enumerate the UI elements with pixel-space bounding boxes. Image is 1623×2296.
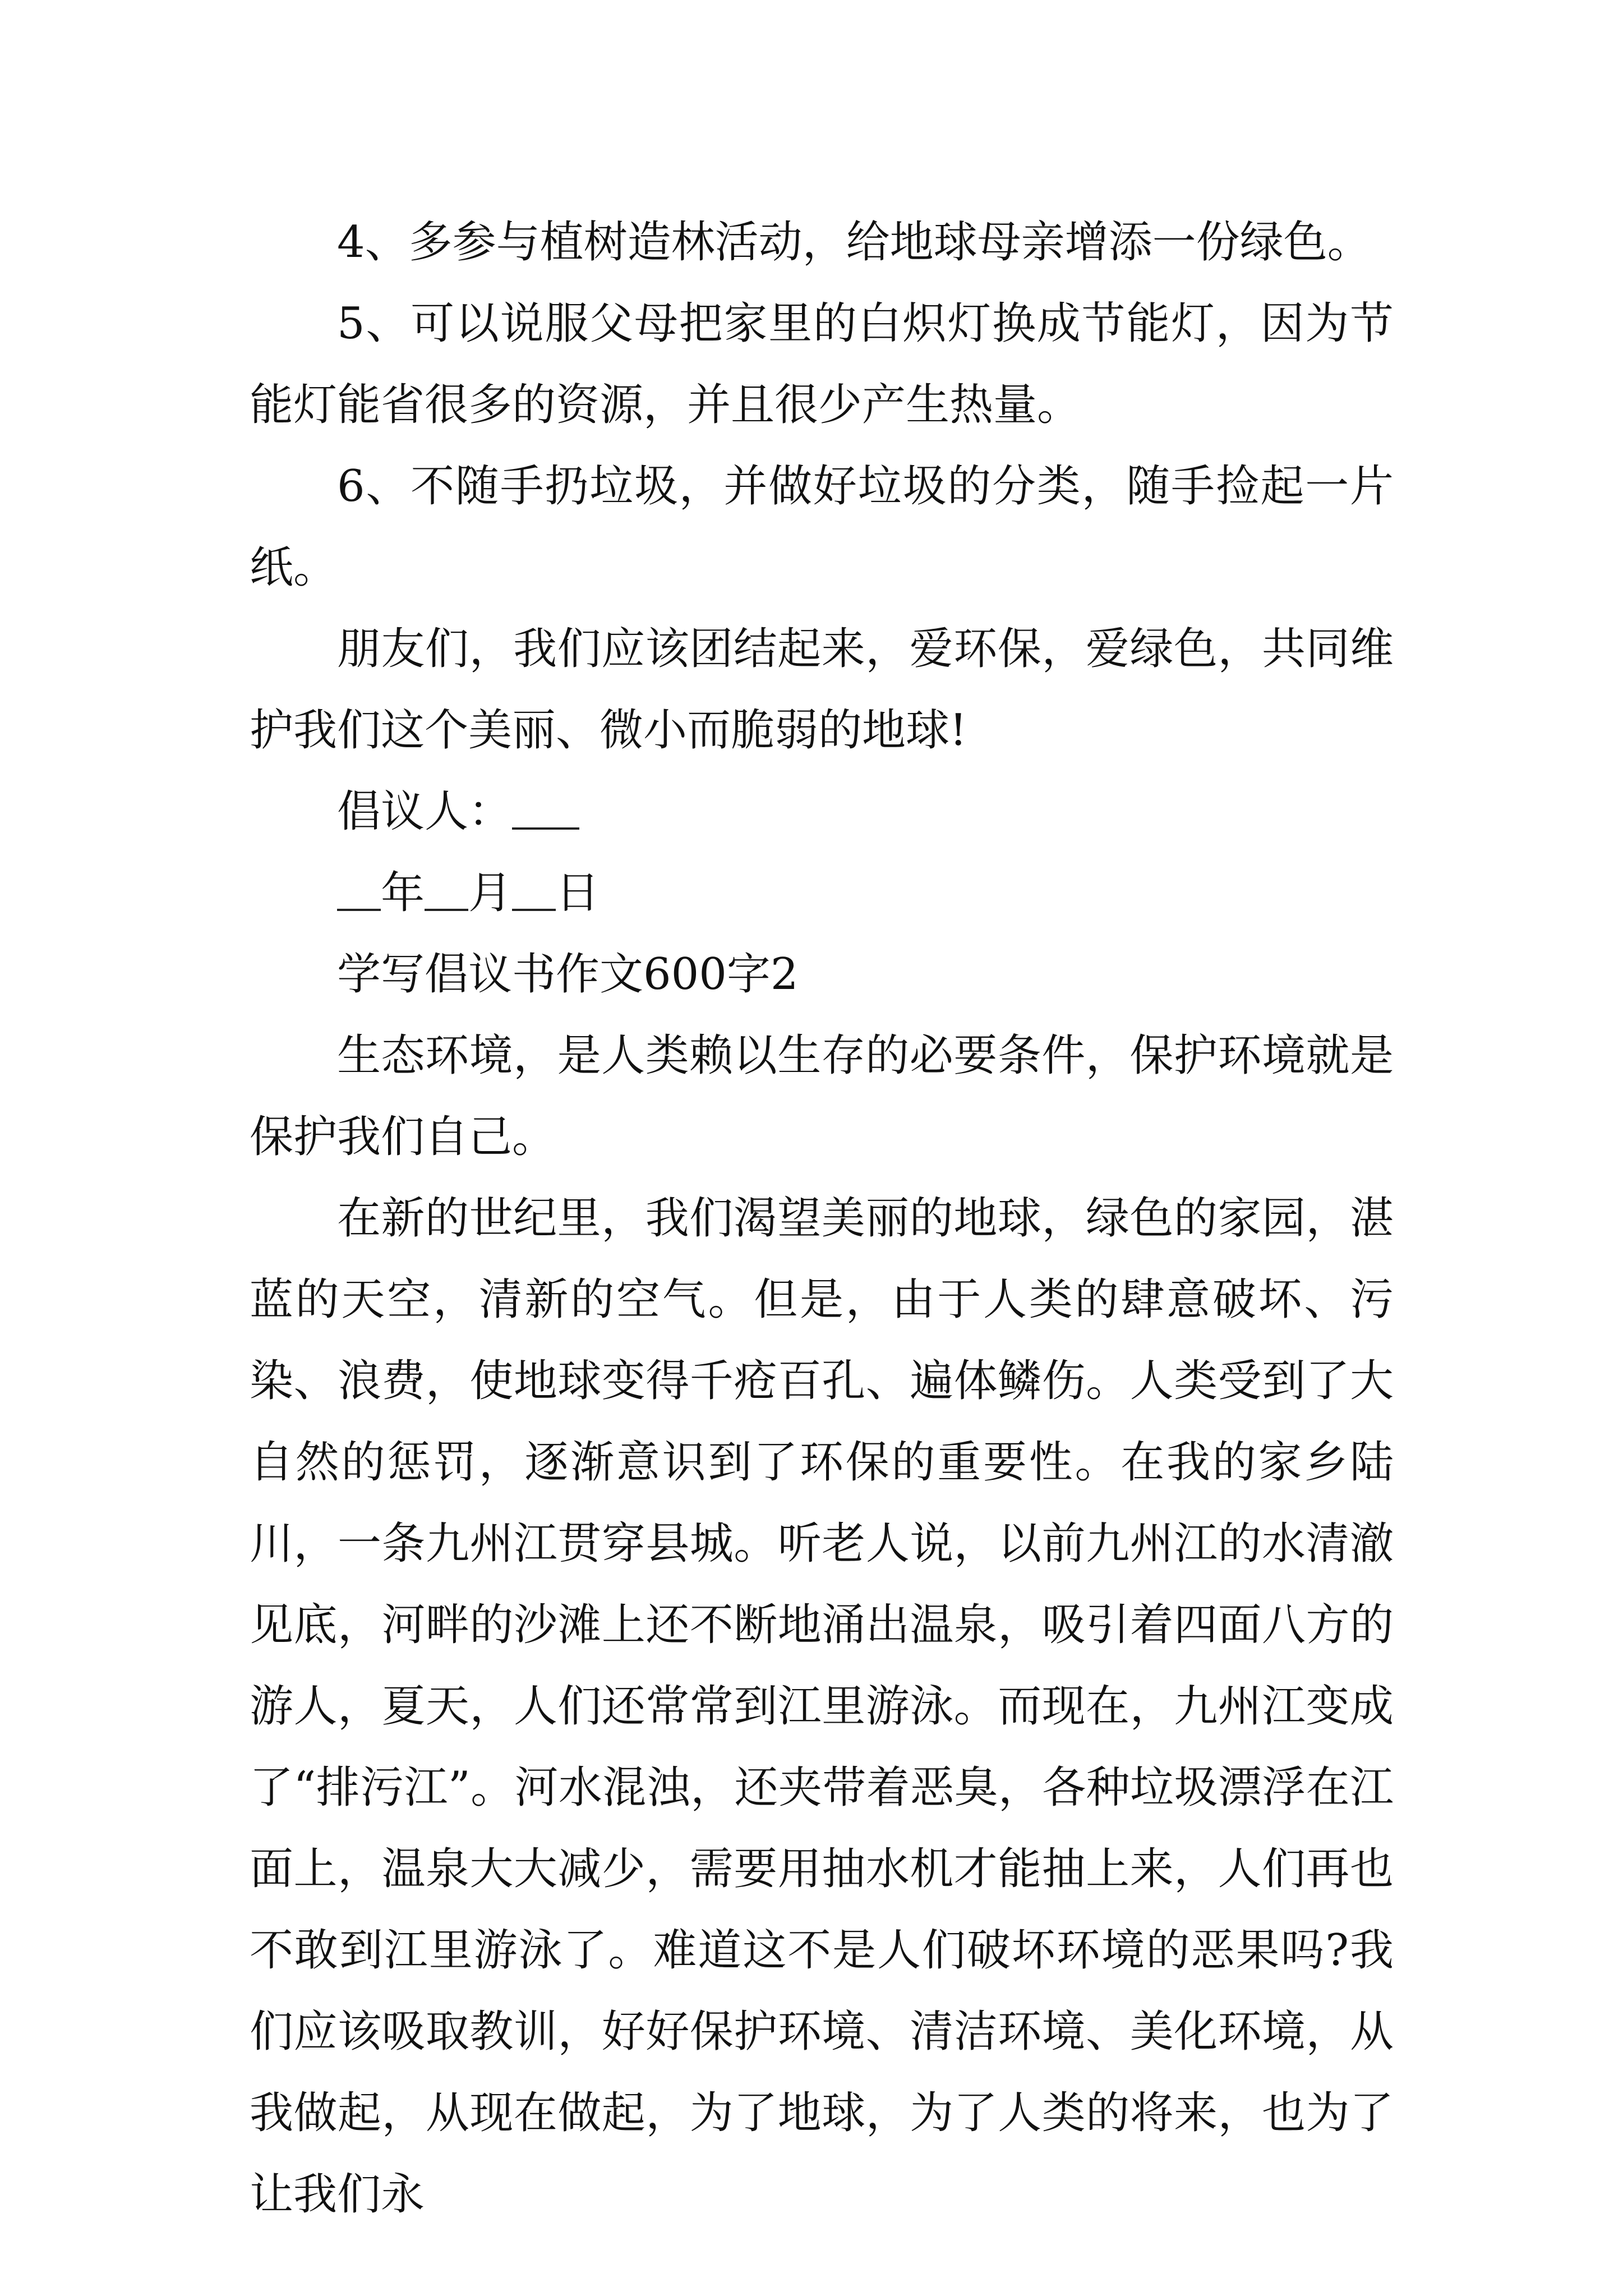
year-label: 年 [381, 868, 425, 918]
paragraph-tip-5: 5、可以说服父母把家里的白炽灯换成节能灯，因为节能灯能省很多的资源，并且很少产生热量。 [250, 298, 1394, 430]
section-title: 学写倡议书作文600字2 [337, 949, 799, 1000]
year-blank [337, 875, 381, 911]
body-paragraph-1: 生态环境，是人类赖以生存的必要条件，保护环境就是保护我们自己。 [250, 1030, 1394, 1162]
body-paragraph-2: 在新的世纪里，我们渴望美丽的地球，绿色的家园，湛蓝的天空，清新的空气。但是，由于人类的肆意破坏、污染、浪费，使地球变得千疮百孔、遍体鳞伤。人类受到了大自然的惩罚，逐渐意识到了环保的重要性。在我的家乡陆川，一条九州江贯穿县城。听老人说，以前九州江的水清澈见底，河畔的沙滩上还不断地涌出温泉，吸引着四面八方的游人，夏天，人们还常常到江里游泳。而现在，九州江变成了“排污江”。河水混浊，还夹带着恶臭，各种垃圾漂浮在江面上，温泉大大减少，需要用抽水机才能抽上来，人们再也不敢到江里游泳了。难道这不是人们破坏环境的恶果吗?我们应该吸取教训，好好保护环境、清洁环境、美化环境，从我做起，从现在做起，为了地球，为了人类的将来，也为了让我们永 [250, 1193, 1394, 2220]
day-label: 日 [556, 868, 600, 918]
paragraph-closing-appeal: 朋友们，我们应该团结起来，爱环保，爱绿色，共同维护我们这个美丽、微小而脆弱的地球! [250, 624, 1394, 756]
date-line [250, 853, 1394, 934]
paragraph-tip-6: 6、不随手扔垃圾，并做好垃圾的分类，随手捡起一片纸。 [250, 461, 1394, 593]
day-blank [512, 875, 556, 911]
document-page [250, 202, 1394, 2235]
month-label: 月 [468, 868, 513, 918]
signature-blank [512, 794, 579, 830]
paragraph-tip-4: 4、多参与植树造林活动，给地球母亲增添一份绿色。 [337, 217, 1371, 268]
signature-line [250, 771, 1394, 853]
month-blank [425, 875, 468, 911]
signature-label: 倡议人： [337, 786, 513, 837]
